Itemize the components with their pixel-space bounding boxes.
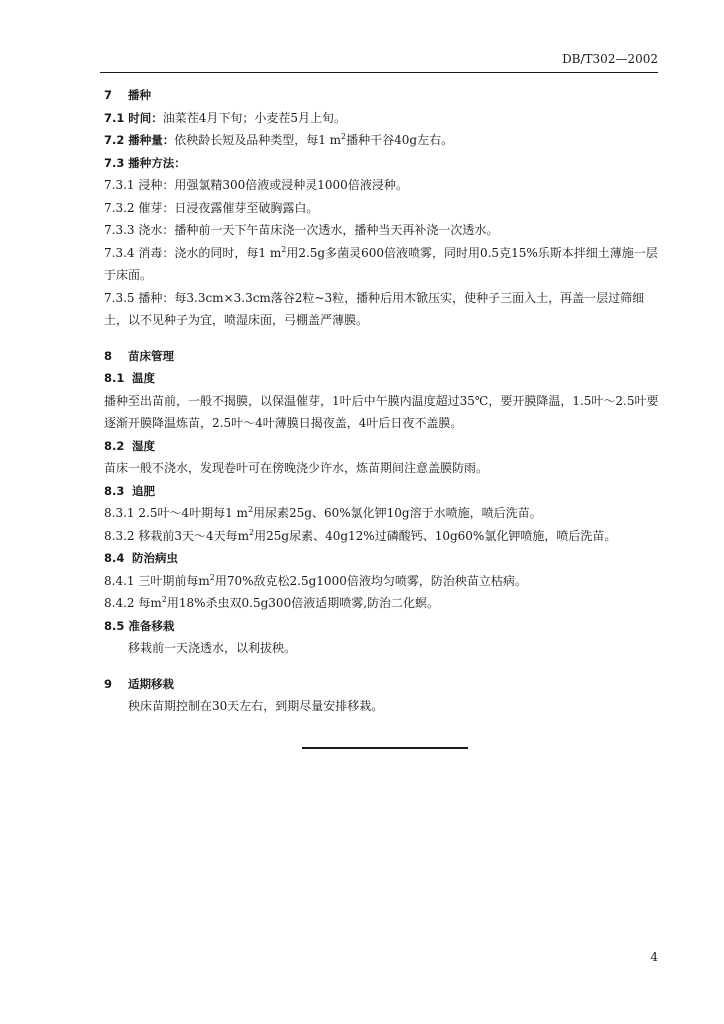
page-number: 4 (650, 950, 658, 964)
clause-8-2-text: 苗床一般不浇水，发现卷叶可在傍晚浇少许水，炼苗期间注意盖膜防雨。 (104, 461, 489, 475)
clause-7-3-5 (104, 287, 664, 332)
clause-text: 催芽：日浸夜露催芽至破胸露白。 (138, 200, 319, 215)
clause-8-4-2 (104, 592, 664, 615)
clause-label: 播种方法： (128, 155, 186, 170)
clause-text: 播种干谷40g左右。 (346, 133, 454, 147)
end-of-text-rule (302, 747, 468, 749)
section-gap (104, 332, 664, 345)
clause-7-3-1 (104, 174, 664, 197)
clause-8-5-heading (104, 615, 664, 638)
clause-number: 8.4.1 (104, 573, 135, 588)
clause-7-1 (104, 107, 664, 130)
clause-text: 用18%杀虫双0.5g300倍液适期喷雾,防治二化螟。 (166, 596, 440, 610)
section-7-heading (104, 84, 664, 107)
clause-text: 消毒：浇水的同时，每1 m (138, 245, 282, 260)
doc-number: DB/T302—2002 (562, 52, 658, 66)
clause-7-3-2 (104, 197, 664, 220)
superscript: 2 (161, 595, 167, 604)
clause-8-1-heading (104, 367, 664, 390)
clause-8-3-2 (104, 525, 664, 548)
section-number: 9 (104, 676, 113, 691)
clause-8-1-text: 播种至出苗前，一般不揭膜，以保温催芽，1叶后中午膜内温度超过35℃，要开膜降温，1.5叶～2.5叶要逐渐开膜降温炼苗，2.5叶～4叶薄膜日揭夜盖，4叶后日夜不盖膜。 (104, 393, 659, 430)
header-rule (100, 72, 658, 73)
clause-title: 温度 (132, 371, 156, 385)
clause-title: 防治病虫 (132, 551, 179, 565)
clause-title: 湿度 (132, 438, 156, 453)
clause-8-3-1 (104, 502, 664, 525)
clause-number: 7.3.4 (104, 245, 135, 260)
clause-text: 油菜茬4月下旬；小麦茬5月上旬。 (162, 110, 346, 125)
section-title: 播种 (128, 88, 151, 102)
clause-number: 8.3.1 (104, 506, 135, 520)
clause-8-4-heading (104, 547, 664, 570)
clause-label: 播种量： (128, 133, 175, 147)
clause-text: 依秧龄长短及品种类型，每1 m (174, 133, 342, 147)
section-gap (104, 660, 664, 673)
clause-text: 每m (138, 596, 162, 610)
clause-8-4-1 (104, 570, 664, 593)
clause-number: 7.3.5 (104, 290, 135, 305)
document-body (104, 84, 664, 718)
clause-text: 用70%敌克松2.5g1000倍液均匀喷雾，防治秧苗立枯病。 (214, 573, 527, 588)
clause-text: 移栽前3天～4天每m (138, 528, 250, 543)
clause-7-3-4 (104, 242, 664, 287)
clause-8-5-text: 移栽前一天浇透水，以利拔秧。 (128, 641, 297, 655)
clause-8-2-heading (104, 435, 664, 458)
clause-number: 7.3 (104, 155, 125, 170)
clause-text: 浇水：播种前一天下午苗床浇一次透水，播种当天再补浇一次透水。 (138, 223, 499, 237)
superscript: 2 (209, 572, 215, 582)
clause-number: 8.3 (104, 483, 125, 498)
superscript: 2 (281, 244, 287, 254)
clause-7-3 (104, 152, 664, 175)
section-9-text: 秧床苗期控制在30天左右，到期尽量安排移栽。 (128, 699, 384, 713)
clause-number: 8.4 (104, 551, 125, 565)
section-title: 适期移栽 (128, 676, 174, 691)
clause-text: 三叶期前每m (138, 573, 210, 588)
clause-text: 浸种：用强氯精300倍液或浸种灵1000倍液浸种。 (138, 178, 408, 192)
clause-text: 播种：每3.3cm×3.3cm落谷2粒~3粒，播种后用木锨压实，使种子三面入土，再盖一层过筛细土，以不见种子为宜，喷湿床面，弓棚盖严薄膜。 (104, 290, 645, 327)
clause-number: 7.3.1 (104, 178, 135, 192)
clause-text: 用25g尿素、40g12%过磷酸钙、10g60%氯化钾喷施，喷后洗苗。 (254, 528, 617, 543)
clause-title: 准备移栽 (128, 618, 175, 633)
clause-text: 用2.5g多菌灵600倍液喷雾，同时用0.5克15%乐斯本拌细土薄施一层于床面。 (104, 245, 658, 282)
clause-number: 8.5 (104, 618, 125, 633)
clause-number: 8.3.2 (104, 528, 135, 543)
clause-text: 2.5叶～4叶期每1 m (138, 506, 248, 520)
clause-number: 7.3.2 (104, 200, 135, 215)
clause-7-3-3 (104, 219, 664, 242)
clause-number: 8.2 (104, 438, 125, 453)
clause-text: 用尿素25g、60%氯化钾10g溶于水喷施，喷后洗苗。 (253, 506, 542, 520)
clause-8-3-heading (104, 480, 664, 503)
section-9-heading (104, 673, 664, 696)
clause-number: 8.1 (104, 371, 125, 385)
clause-7-2 (104, 129, 664, 152)
section-title: 苗床管理 (128, 348, 174, 363)
clause-number: 7.2 (104, 133, 125, 147)
superscript: 2 (249, 527, 255, 537)
clause-title: 追肥 (132, 483, 156, 498)
clause-number: 7.1 (104, 110, 125, 125)
clause-number: 8.4.2 (104, 596, 135, 610)
clause-number: 7.3.3 (104, 223, 135, 237)
superscript: 2 (341, 132, 347, 141)
clause-label: 时间： (128, 110, 163, 125)
section-number: 8 (104, 348, 113, 363)
section-8-heading (104, 345, 664, 368)
superscript: 2 (247, 505, 254, 514)
section-number: 7 (104, 88, 113, 102)
